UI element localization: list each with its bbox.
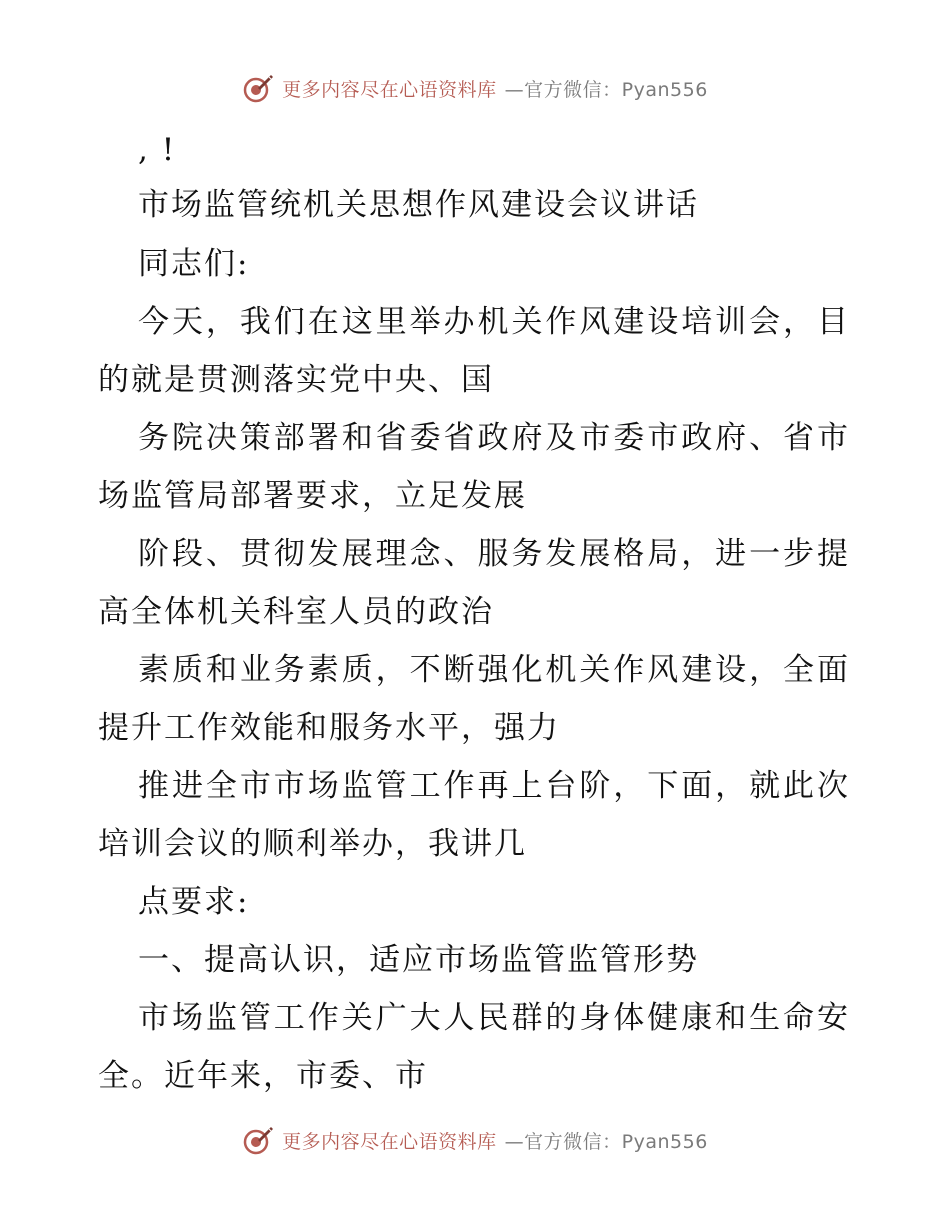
text-line: , ! [138,132,177,168]
pen-logo-icon [242,1124,274,1156]
watermark-red-text: 更多内容尽在心语资料库 [282,1130,497,1153]
text-line: 推进全市市场监管工作再上台阶，下面，就此次 [138,768,850,804]
salutation: 同志们: [138,246,250,282]
document-title: 市场监管统机关思想作风建设会议讲话 [138,187,699,223]
text-line: 培训会议的顺利举办，我讲几 [98,826,527,862]
section-heading: 一、提高认识，适应市场监管监管形势 [138,942,699,978]
watermark-gray-text: —官方微信：Pyan556 [504,78,708,101]
watermark-gray-text: —官方微信：Pyan556 [504,1130,708,1153]
text-line: 提升工作效能和服务水平，强力 [98,710,560,746]
text-line: 场监管局部署要求，立足发展 [98,478,527,514]
text-line: 点要求: [138,884,250,920]
text-line: 市场监管工作关广大人民群的身体健康和生命安 [138,1000,850,1036]
watermark-footer [0,1124,950,1156]
text-line: 阶段、贯彻发展理念、服务发展格局，进一步提 [138,536,850,572]
watermark-header [0,72,950,104]
text-line: 今天，我们在这里举办机关作风建设培训会，目 [138,304,850,340]
text-line: 全。近年来，市委、市 [98,1058,428,1094]
text-line: 素质和业务素质，不断强化机关作风建设，全面 [138,652,850,688]
watermark-red-text: 更多内容尽在心语资料库 [282,78,497,101]
text-line: 的就是贯测落实党中央、国 [98,362,494,398]
text-line: 高全体机关科室人员的政治 [98,594,494,630]
pen-logo-icon [242,72,274,104]
text-line: 务院决策部署和省委省政府及市委市政府、省市 [138,420,850,456]
